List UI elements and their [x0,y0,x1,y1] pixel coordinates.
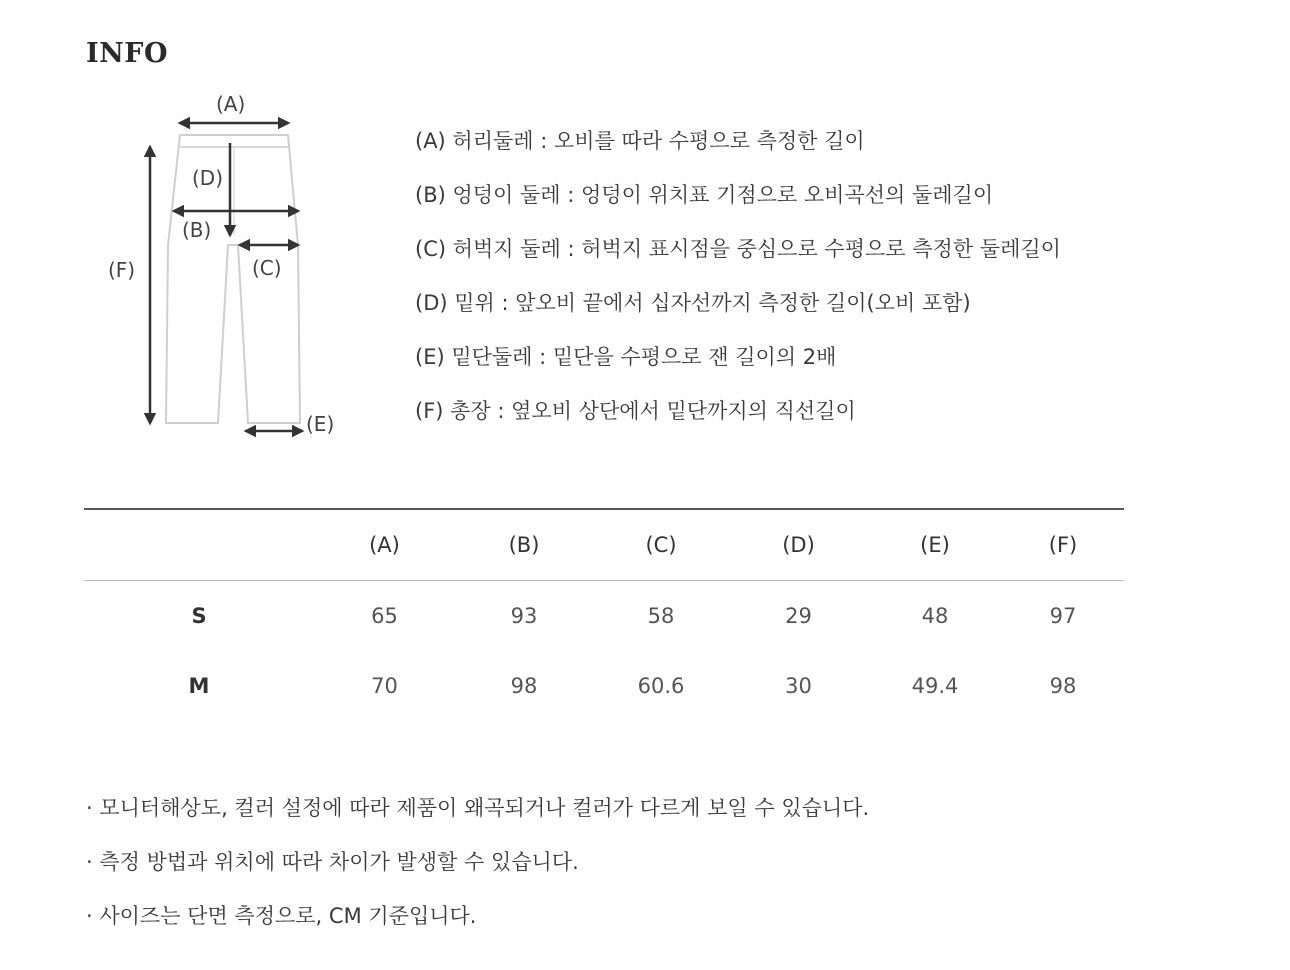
cell-m-b: 98 [510,674,538,698]
notes-list [86,788,869,950]
size-table [84,508,1124,721]
cell-s-d: 29 [785,604,812,628]
header-a: (A) [369,533,400,557]
header-d: (D) [782,533,815,557]
header-b: (B) [508,533,540,557]
note-item: · 모니터해상도, 컬러 설정에 따라 제품이 왜곡되거나 컬러가 다르게 보일 수 있습니다. [86,796,870,820]
cell-s-e: 48 [921,604,949,628]
pants-measurement-diagram [100,85,360,455]
cell-s-b: 93 [510,604,538,628]
note-item: · 측정 방법과 위치에 따라 차이가 발생할 수 있습니다. [86,850,579,874]
label-b: (B) [182,218,212,242]
header-size [84,509,314,581]
cell-m-e: 49.4 [911,674,959,698]
label-a: (A) [216,92,246,116]
label-c: (C) [252,256,282,280]
table-header-row [84,509,1124,581]
label-d: (D) [192,166,224,190]
cell-s-c: 58 [647,604,675,628]
measurement-definitions [415,124,1061,448]
pants-diagram-svg [100,85,360,455]
definition-f: (F) 총장 : 옆오비 상단에서 밑단까지의 직선길이 [415,399,856,423]
table-row [84,651,1124,721]
cell-m-f: 98 [1049,674,1077,698]
cell-m-a: 70 [371,674,398,698]
note-item: · 사이즈는 단면 측정으로, CM 기준입니다. [86,904,477,928]
definition-e: (E) 밑단둘레 : 밑단을 수평으로 잰 길이의 2배 [415,345,837,369]
header-c: (C) [645,533,677,557]
header-e: (E) [920,533,950,557]
table-row [84,581,1124,652]
definition-a: (A) 허리둘레 : 오비를 따라 수평으로 측정한 길이 [415,129,865,153]
definition-b: (B) 엉덩이 둘레 : 엉덩이 위치표 기점으로 오비곡선의 둘레길이 [415,183,994,207]
cell-m-d: 30 [785,674,812,698]
page-title: INFO [86,38,168,69]
label-f: (F) [108,258,136,282]
definition-c: (C) 허벅지 둘레 : 허벅지 표시점을 중심으로 수평으로 측정한 둘레길이 [415,237,1061,261]
header-f: (F) [1048,533,1078,557]
cell-s-a: 65 [371,604,398,628]
cell-m-c: 60.6 [637,674,685,698]
size-label-m: M [188,674,210,698]
cell-s-f: 97 [1049,604,1077,628]
label-e: (E) [306,412,335,436]
definition-d: (D) 밑위 : 앞오비 끝에서 십자선까지 측정한 길이(오비 포함) [415,291,971,315]
size-label-s: S [191,604,207,628]
